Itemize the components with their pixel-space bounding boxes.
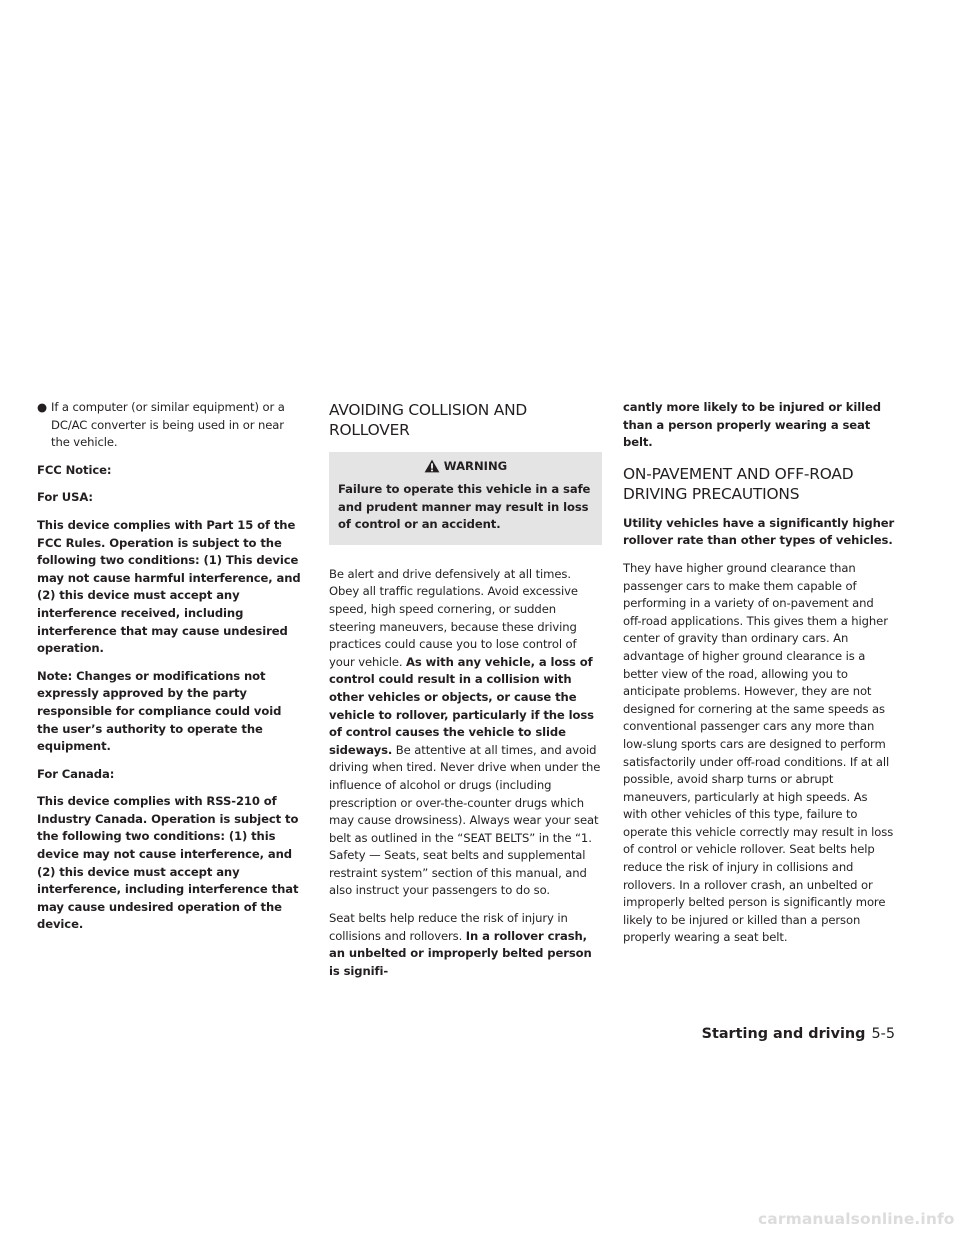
driving-advice-paragraph <box>329 566 602 900</box>
list-item <box>37 399 303 452</box>
warning-label: WARNING <box>443 459 508 473</box>
fcc-notice-heading: FCC Notice: <box>37 462 112 477</box>
page-footer <box>700 1025 895 1043</box>
seat-belt-text: Seat belts help reduce the risk of injury in collisions and rollovers. <box>329 911 568 943</box>
loss-of-control-warning: As with any vehicle, a loss of control could result in a collision with other vehicles or objects, or cause the vehicle to rollover, particularly if the loss of control causes the vehicle to slide sideways. <box>329 654 594 757</box>
rollover-rate-statement: Utility vehicles have a significantly higher rollover rate than other types of vehicles. <box>623 515 895 548</box>
section-heading-driving-precautions: ON-PAVEMENT AND OFF-ROAD DRIVING PRECAUTIONS <box>623 464 854 503</box>
for-usa-heading: For USA: <box>37 490 93 505</box>
left-column <box>37 399 303 934</box>
warning-header <box>338 458 593 474</box>
section-heading-avoiding-collision: AVOIDING COLLISION AND ROLLOVER <box>329 401 528 439</box>
ground-clearance-paragraph: They have higher ground clearance than passenger cars to make them capable of performing in a variety of on-pavement and off-road applications. This gives them a higher center of gravity than ordinary cars. An advantage of higher ground clearance is a better view of the road, allowing you to anticipate problems. However, they are not designed for cornering at the same speeds as conventional passenger cars any more than low-slung sports cars are designed to perform satisfactorily under off-road conditions. If at all possible, avoid sharp turns or abrupt maneuvers, particularly at high speeds. As with other vehicles of this type, failure to operate this vehicle correctly may result in loss of control or vehicle rollover. Seat belts help reduce the risk of injury in collisions and rollovers. In a rollover crash, an unbelted or improperly belted person is significantly more likely to be injured or killed than a person properly wearing a seat belt. <box>623 560 894 945</box>
seat-belt-paragraph <box>329 910 602 980</box>
right-column <box>623 399 895 947</box>
modification-note: Note: Changes or modifications not expressly approved by the party responsible for compliance could void the user’s authority to operate the equipment. <box>37 668 282 754</box>
for-canada-heading: For Canada: <box>37 766 115 781</box>
footer-section-title: Starting and driving <box>701 1026 866 1042</box>
rollover-crash-warning: In a rollover crash, an unbelted or improperly belted person is signifi- <box>329 928 592 978</box>
watermark: carmanualsonline.info <box>758 1210 955 1228</box>
driving-advice-text: Be alert and drive defensively at all times. Obey all traffic regulations. Avoid excessive speed, high speed cornering, or sudden steering maneuvers, because these driving practices could cause you to lose control of your vehicle. <box>329 566 578 669</box>
page-number: 5-5 <box>871 1026 895 1042</box>
attentive-driving-text: Be attentive at all times, and avoid driving when tired. Never drive when under the influence of alcohol or drugs (including prescription or over-the-counter drugs which may cause drowsiness). Always wear your seat belt as outlined in the “SEAT BELTS” in the “1. Safety — Seats, seat belts and supplemental restraint system” section of this manual, and also instruct your passengers to do so. <box>329 742 601 898</box>
warning-text: Failure to operate this vehicle in a safe and prudent manner may result in loss of control or an accident. <box>338 482 591 532</box>
middle-column <box>329 399 602 980</box>
warning-box <box>329 452 602 545</box>
canada-compliance-text: This device complies with RSS-210 of Industry Canada. Operation is subject to the following two conditions: (1) this device may not cause interference, and (2) this device must accept any interference, including interference that may cause undesired operation of the device. <box>37 794 299 932</box>
bullet-text: If a computer (or similar equipment) or a DC/AC converter is being used in or near the vehicle. <box>51 400 285 450</box>
warning-triangle-icon <box>424 459 440 473</box>
bullet-icon: ● <box>37 400 48 414</box>
usa-compliance-text: This device complies with Part 15 of the FCC Rules. Operation is subject to the following two conditions: (1) This device may not cause harmful interference, and (2) this device must accept any interference received, including interference that may cause undesired operation. <box>37 517 301 656</box>
continued-warning-text: cantly more likely to be injured or killed than a person properly wearing a seat belt. <box>623 400 881 450</box>
